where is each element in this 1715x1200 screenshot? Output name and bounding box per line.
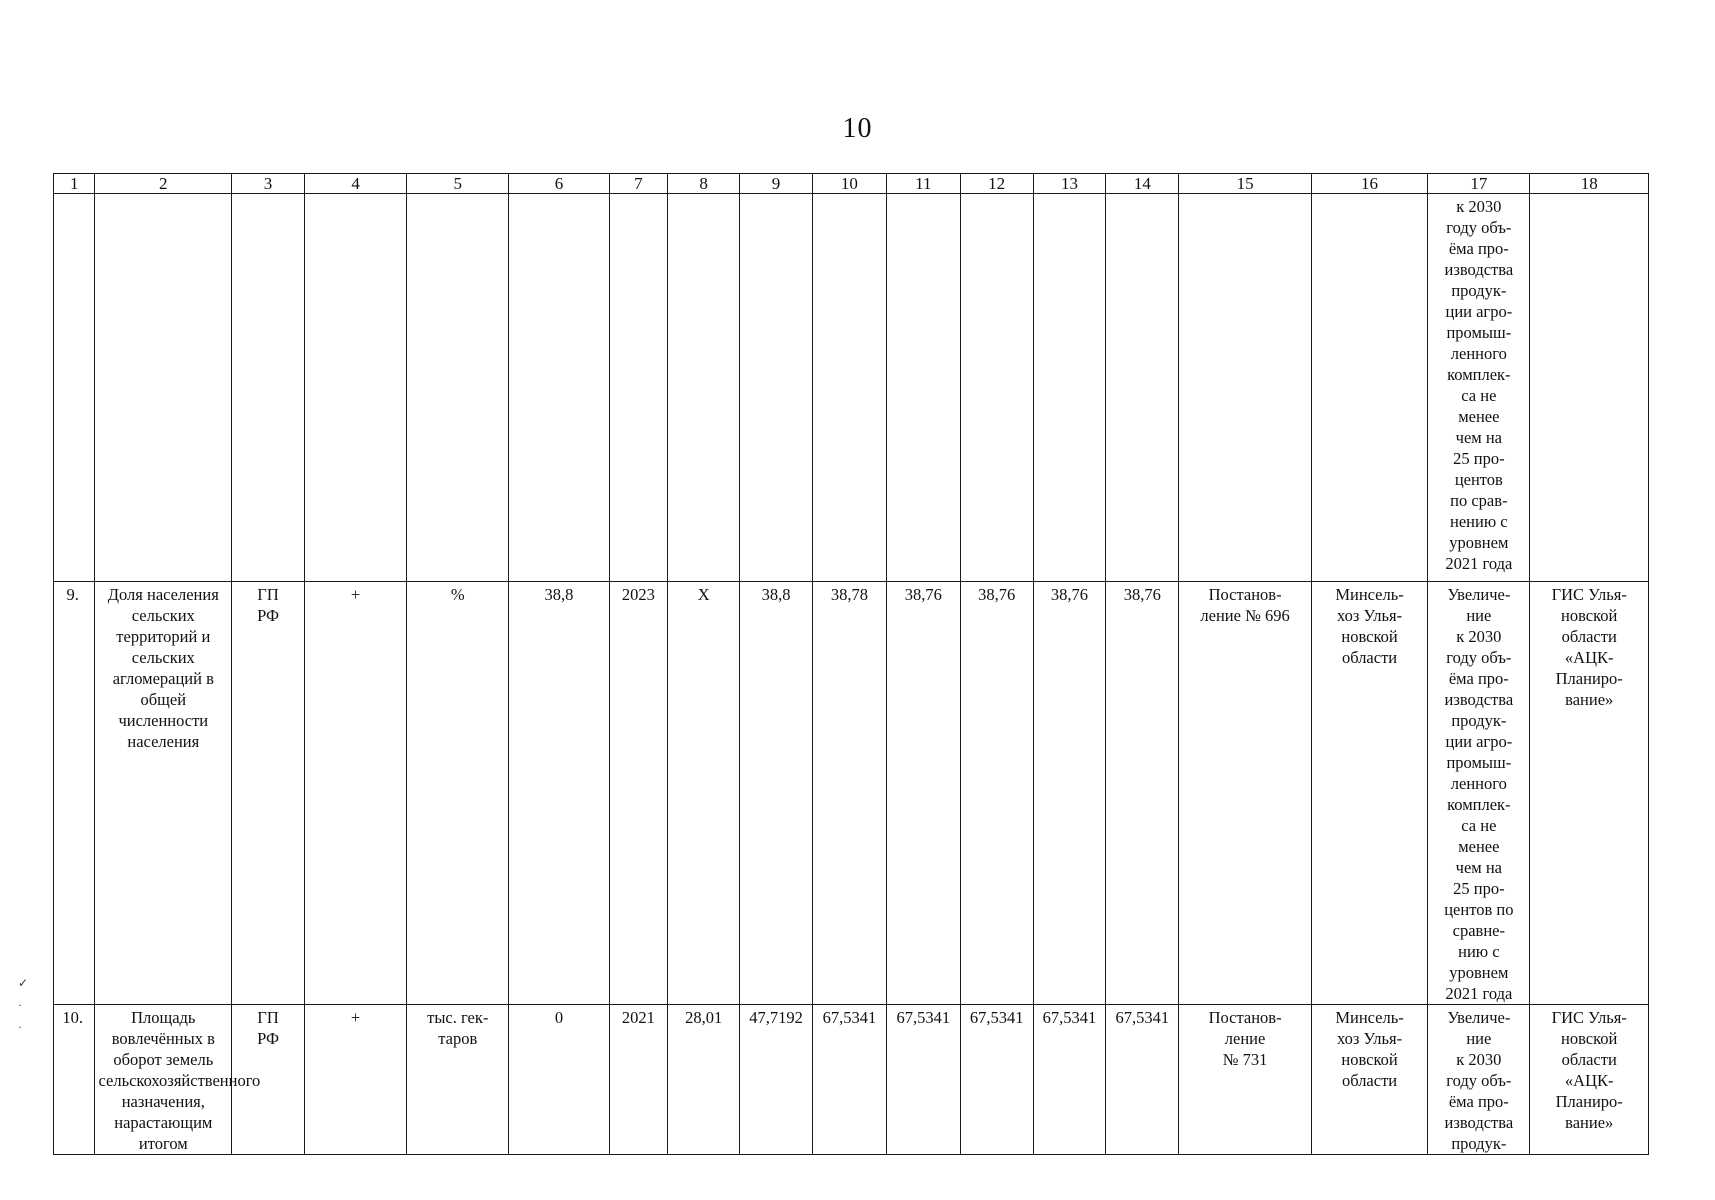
value-cell: 38,78 xyxy=(812,582,886,1005)
document-cell: Постанов- ление № 731 xyxy=(1179,1005,1312,1155)
source-cell: ГП РФ xyxy=(232,582,305,1005)
direction-cell: + xyxy=(304,582,406,1005)
empty-cell xyxy=(407,194,509,582)
header-cell: 5 xyxy=(407,174,509,194)
empty-cell xyxy=(1530,194,1649,582)
value-cell: 67,5341 xyxy=(886,1005,960,1155)
value-cell: 38,76 xyxy=(1033,582,1106,1005)
base-value-cell: 0 xyxy=(509,1005,609,1155)
header-cell: 11 xyxy=(886,174,960,194)
base-year-cell: 2023 xyxy=(609,582,668,1005)
empty-cell xyxy=(886,194,960,582)
scan-marks: ✓ · · xyxy=(18,976,29,1034)
header-cell: 14 xyxy=(1106,174,1179,194)
base-value-cell: 38,8 xyxy=(509,582,609,1005)
value-cell: 47,7192 xyxy=(740,1005,813,1155)
unit-cell: тыс. гек- таров xyxy=(407,1005,509,1155)
empty-cell xyxy=(232,194,305,582)
value-cell: 67,5341 xyxy=(812,1005,886,1155)
empty-cell xyxy=(668,194,740,582)
row-number: 10. xyxy=(54,1005,95,1155)
value-cell: 67,5341 xyxy=(1106,1005,1179,1155)
row-number: 9. xyxy=(54,582,95,1005)
indicators-table xyxy=(53,173,1649,1155)
table-row xyxy=(54,582,1649,1005)
goal-cell: к 2030 году объ- ёма про- изводства продук- ции агро- промыш- ленного комплек- са не менее чем на 25 про- центов по срав- нению с уровнем 2021 года xyxy=(1428,194,1530,582)
empty-cell xyxy=(95,194,232,582)
goal-cell: Увеличе- ние к 2030 году объ- ёма про- изводства продук- ции агро- промыш- ленного комплек- са не менее чем на 25 про- центов по сравне- нию с уровнем 2021 года xyxy=(1428,582,1530,1005)
base-year-cell: 2021 xyxy=(609,1005,668,1155)
header-cell: 9 xyxy=(740,174,813,194)
value-cell: 38,76 xyxy=(960,582,1033,1005)
empty-cell xyxy=(1033,194,1106,582)
empty-cell xyxy=(812,194,886,582)
document-cell: Постанов- ление № 696 xyxy=(1179,582,1312,1005)
responsible-cell: Минсель- хоз Улья- новской области xyxy=(1311,1005,1427,1155)
header-cell: 3 xyxy=(232,174,305,194)
value-cell: 38,76 xyxy=(886,582,960,1005)
header-cell: 17 xyxy=(1428,174,1530,194)
header-cell: 15 xyxy=(1179,174,1312,194)
header-cell: 1 xyxy=(54,174,95,194)
responsible-cell: Минсель- хоз Улья- новской области xyxy=(1311,582,1427,1005)
unit-cell: % xyxy=(407,582,509,1005)
empty-cell xyxy=(304,194,406,582)
value-cell: 38,8 xyxy=(740,582,813,1005)
indicator-name: Доля населения сельских территорий и сельских агломераций в общей численности населения xyxy=(95,582,232,1005)
empty-cell xyxy=(1106,194,1179,582)
header-cell: 6 xyxy=(509,174,609,194)
goal-cell: Увеличе- ние к 2030 году объ- ёма про- изводства продук- xyxy=(1428,1005,1530,1155)
header-cell: 8 xyxy=(668,174,740,194)
empty-cell xyxy=(1179,194,1312,582)
value-cell: 67,5341 xyxy=(960,1005,1033,1155)
empty-cell xyxy=(960,194,1033,582)
value-cell: 28,01 xyxy=(668,1005,740,1155)
header-cell: 7 xyxy=(609,174,668,194)
empty-cell xyxy=(1311,194,1427,582)
indicator-name: Площадь вовлечённых в оборот земель сельскохозяйственного назначения, нарастающим итогом xyxy=(95,1005,232,1155)
header-cell: 2 xyxy=(95,174,232,194)
system-cell: ГИС Улья- новской области «АЦК- Планиро- вание» xyxy=(1530,582,1649,1005)
header-cell: 12 xyxy=(960,174,1033,194)
header-cell: 13 xyxy=(1033,174,1106,194)
empty-cell xyxy=(54,194,95,582)
header-cell: 10 xyxy=(812,174,886,194)
value-cell: Х xyxy=(668,582,740,1005)
empty-cell xyxy=(609,194,668,582)
header-cell: 16 xyxy=(1311,174,1427,194)
direction-cell: + xyxy=(304,1005,406,1155)
source-cell: ГП РФ xyxy=(232,1005,305,1155)
continuation-row xyxy=(54,194,1649,582)
value-cell: 38,76 xyxy=(1106,582,1179,1005)
table-row xyxy=(54,1005,1649,1155)
value-cell: 67,5341 xyxy=(1033,1005,1106,1155)
header-row xyxy=(54,174,1649,194)
empty-cell xyxy=(509,194,609,582)
page-number: 10 xyxy=(842,113,873,144)
system-cell: ГИС Улья- новской области «АЦК- Планиро- вание» xyxy=(1530,1005,1649,1155)
empty-cell xyxy=(740,194,813,582)
header-cell: 18 xyxy=(1530,174,1649,194)
header-cell: 4 xyxy=(304,174,406,194)
